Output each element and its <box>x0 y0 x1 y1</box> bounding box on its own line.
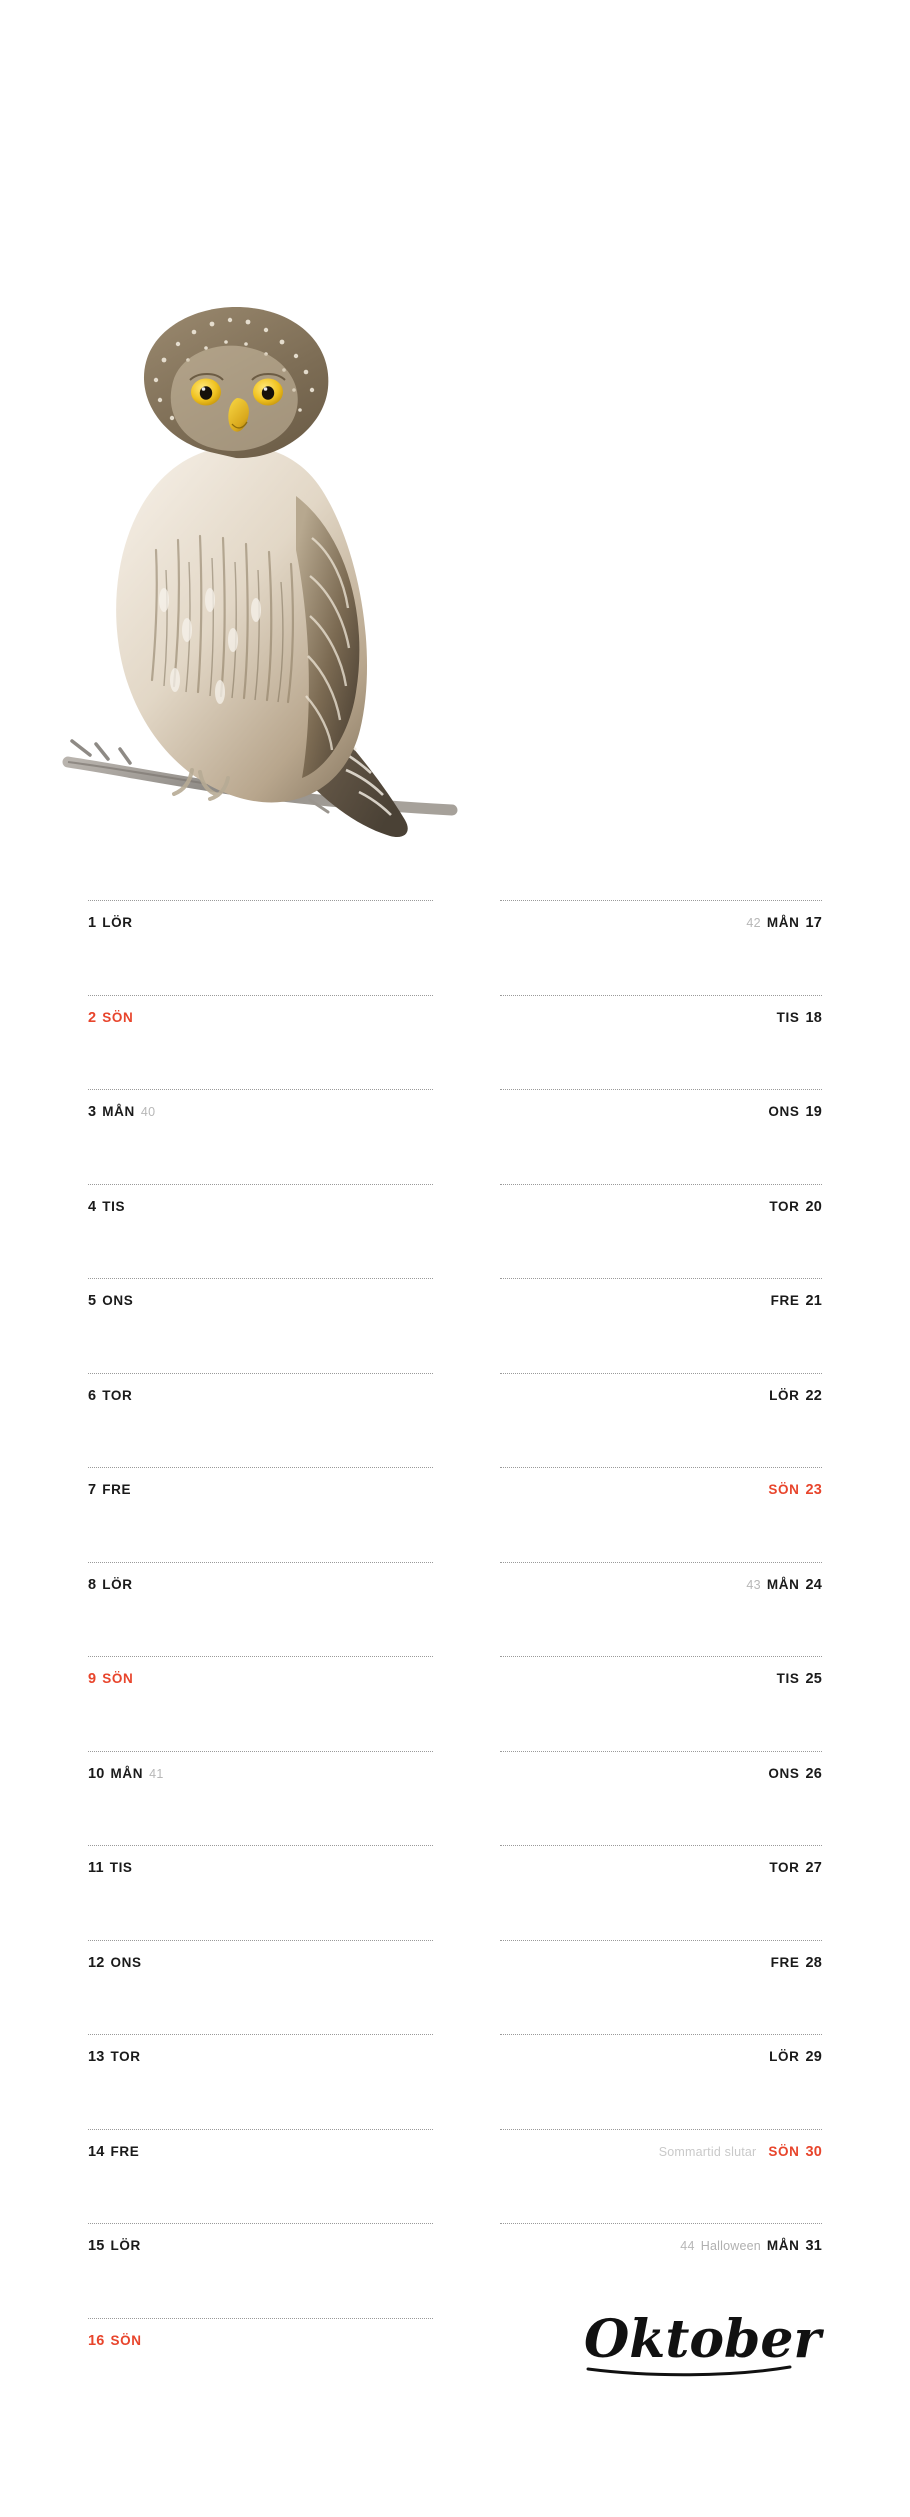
dotted-rule <box>500 1184 822 1186</box>
dotted-rule <box>500 1278 822 1280</box>
day-weekday: ONS <box>768 1104 800 1119</box>
day-number: 13 <box>88 2049 105 2065</box>
day-number: 27 <box>805 1860 822 1876</box>
day-row[interactable] <box>88 1940 433 2035</box>
dotted-rule <box>500 1373 822 1375</box>
day-note: Halloween <box>700 2239 761 2253</box>
day-weekday: ONS <box>768 1765 800 1781</box>
day-row[interactable] <box>88 2223 433 2318</box>
day-weekday: SÖN <box>768 2143 800 2159</box>
day-row[interactable] <box>88 1089 433 1184</box>
day-weekday: MÅN <box>766 2238 800 2253</box>
dotted-rule <box>88 1278 433 1280</box>
day-number: 23 <box>805 1482 822 1498</box>
dotted-rule <box>500 1940 822 1942</box>
day-number: 12 <box>88 1954 105 1971</box>
day-number: 2 <box>88 1009 97 1026</box>
head-shape <box>144 307 328 458</box>
dotted-rule <box>88 1656 433 1658</box>
day-row[interactable] <box>88 1751 433 1846</box>
day-row[interactable] <box>500 1562 822 1657</box>
day-number: 11 <box>88 1860 104 1876</box>
day-weekday: FRE <box>102 1482 132 1497</box>
dotted-rule <box>88 1184 433 1186</box>
day-weekday: LÖR <box>769 2049 800 2064</box>
dotted-rule <box>500 1656 822 1658</box>
day-row[interactable] <box>88 2034 433 2129</box>
dotted-rule <box>88 1089 433 1091</box>
day-weekday: SÖN <box>768 1482 800 1497</box>
day-number: 31 <box>805 2238 822 2254</box>
day-number: 9 <box>88 1671 97 1687</box>
dotted-rule <box>88 1373 433 1375</box>
dotted-rule <box>88 1467 433 1469</box>
day-weekday: MÅN <box>102 1104 135 1119</box>
day-number: 14 <box>88 2143 105 2160</box>
day-weekday: FRE <box>770 1293 800 1308</box>
day-column-left <box>88 900 433 2412</box>
day-row[interactable] <box>88 1656 433 1751</box>
day-row[interactable] <box>88 900 433 995</box>
week-number: 41 <box>149 1766 164 1781</box>
dotted-rule <box>500 995 822 997</box>
day-number: 17 <box>805 915 822 931</box>
dotted-rule <box>88 1751 433 1753</box>
day-number: 26 <box>805 1765 822 1782</box>
day-number: 10 <box>88 1765 105 1782</box>
day-number: 22 <box>805 1387 822 1404</box>
dotted-rule <box>88 1940 433 1942</box>
day-row[interactable] <box>500 2129 822 2224</box>
day-weekday: LÖR <box>102 915 133 930</box>
day-row[interactable] <box>500 1278 822 1373</box>
owl-svg <box>60 300 530 880</box>
dotted-rule <box>88 2223 433 2225</box>
day-row[interactable] <box>500 1940 822 2035</box>
day-weekday: LÖR <box>102 1576 133 1592</box>
day-row[interactable] <box>88 1373 433 1468</box>
day-number: 30 <box>805 2143 822 2160</box>
day-number: 15 <box>88 2238 105 2254</box>
day-weekday: ONS <box>102 1293 134 1308</box>
dotted-rule <box>500 2034 822 2036</box>
dotted-rule <box>500 1562 822 1564</box>
day-number: 6 <box>88 1387 97 1404</box>
day-column-right <box>500 900 822 2318</box>
day-weekday: SÖN <box>102 1671 134 1686</box>
dotted-rule <box>88 1845 433 1847</box>
day-row[interactable] <box>500 995 822 1090</box>
dotted-rule <box>500 900 822 902</box>
day-number: 7 <box>88 1482 97 1498</box>
week-number: 40 <box>140 1105 156 1119</box>
day-row[interactable] <box>88 1467 433 1562</box>
day-number: 16 <box>88 2332 105 2349</box>
owl-illustration <box>60 300 530 880</box>
day-weekday: MÅN <box>766 1576 800 1592</box>
day-number: 3 <box>88 1104 97 1120</box>
month-title-svg <box>580 2295 840 2385</box>
day-row[interactable] <box>88 2129 433 2224</box>
day-row[interactable] <box>500 1089 822 1184</box>
day-number: 5 <box>88 1293 97 1309</box>
day-number: 20 <box>805 1198 822 1215</box>
day-weekday: TOR <box>102 1387 133 1403</box>
day-weekday: TIS <box>776 1671 800 1686</box>
day-number: 21 <box>805 1293 822 1309</box>
month-name: Oktober <box>584 2309 821 2370</box>
month-title <box>580 2295 840 2385</box>
day-number: 8 <box>88 1576 97 1593</box>
day-weekday: TOR <box>769 1860 800 1875</box>
day-row[interactable] <box>500 1467 822 1562</box>
illustration-area <box>0 0 910 900</box>
day-weekday: MÅN <box>766 915 800 930</box>
day-weekday: LÖR <box>769 1387 800 1403</box>
day-weekday: TOR <box>110 2049 141 2064</box>
day-weekday: SÖN <box>110 2332 142 2348</box>
day-number: 25 <box>805 1671 822 1687</box>
day-row[interactable] <box>88 1562 433 1657</box>
day-number: 4 <box>88 1198 97 1215</box>
day-number: 1 <box>88 915 97 931</box>
day-weekday: MÅN <box>110 1765 144 1781</box>
day-number: 28 <box>805 1954 822 1971</box>
week-number: 43 <box>746 1577 761 1592</box>
dotted-rule <box>88 2318 433 2320</box>
day-number: 19 <box>805 1104 822 1120</box>
day-note: Sommartid slutar <box>658 2144 757 2159</box>
day-row[interactable] <box>500 1184 822 1279</box>
dotted-rule <box>88 995 433 997</box>
day-row[interactable] <box>88 1845 433 1940</box>
day-row[interactable] <box>88 1278 433 1373</box>
dotted-rule <box>88 2129 433 2131</box>
dotted-rule <box>500 1751 822 1753</box>
day-number: 24 <box>805 1576 822 1593</box>
day-weekday: FRE <box>770 1954 800 1970</box>
day-row[interactable] <box>500 2034 822 2129</box>
day-row[interactable] <box>500 1751 822 1846</box>
day-row[interactable] <box>88 995 433 1090</box>
dotted-rule <box>500 1845 822 1847</box>
day-row[interactable] <box>500 1845 822 1940</box>
dotted-rule <box>500 1089 822 1091</box>
dotted-rule <box>88 2034 433 2036</box>
week-number: 44 <box>680 2239 695 2253</box>
day-number: 29 <box>805 2049 822 2065</box>
dotted-rule <box>500 2129 822 2131</box>
day-weekday: FRE <box>110 2143 140 2159</box>
day-weekday: TIS <box>102 1198 126 1214</box>
dotted-rule <box>500 2223 822 2225</box>
day-weekday: SÖN <box>102 1009 134 1025</box>
day-number: 18 <box>805 1009 822 1026</box>
day-weekday: TIS <box>109 1860 133 1875</box>
dotted-rule <box>88 900 433 902</box>
dotted-rule <box>500 1467 822 1469</box>
day-weekday: ONS <box>110 1954 142 1970</box>
week-number: 42 <box>746 916 761 930</box>
day-row[interactable] <box>500 1656 822 1751</box>
dotted-rule <box>88 1562 433 1564</box>
day-row[interactable] <box>88 1184 433 1279</box>
day-row[interactable] <box>88 2318 433 2413</box>
day-weekday: TOR <box>769 1198 800 1214</box>
day-row[interactable] <box>500 1373 822 1468</box>
day-row[interactable] <box>500 900 822 995</box>
day-weekday: TIS <box>776 1009 800 1025</box>
day-weekday: LÖR <box>110 2238 141 2253</box>
